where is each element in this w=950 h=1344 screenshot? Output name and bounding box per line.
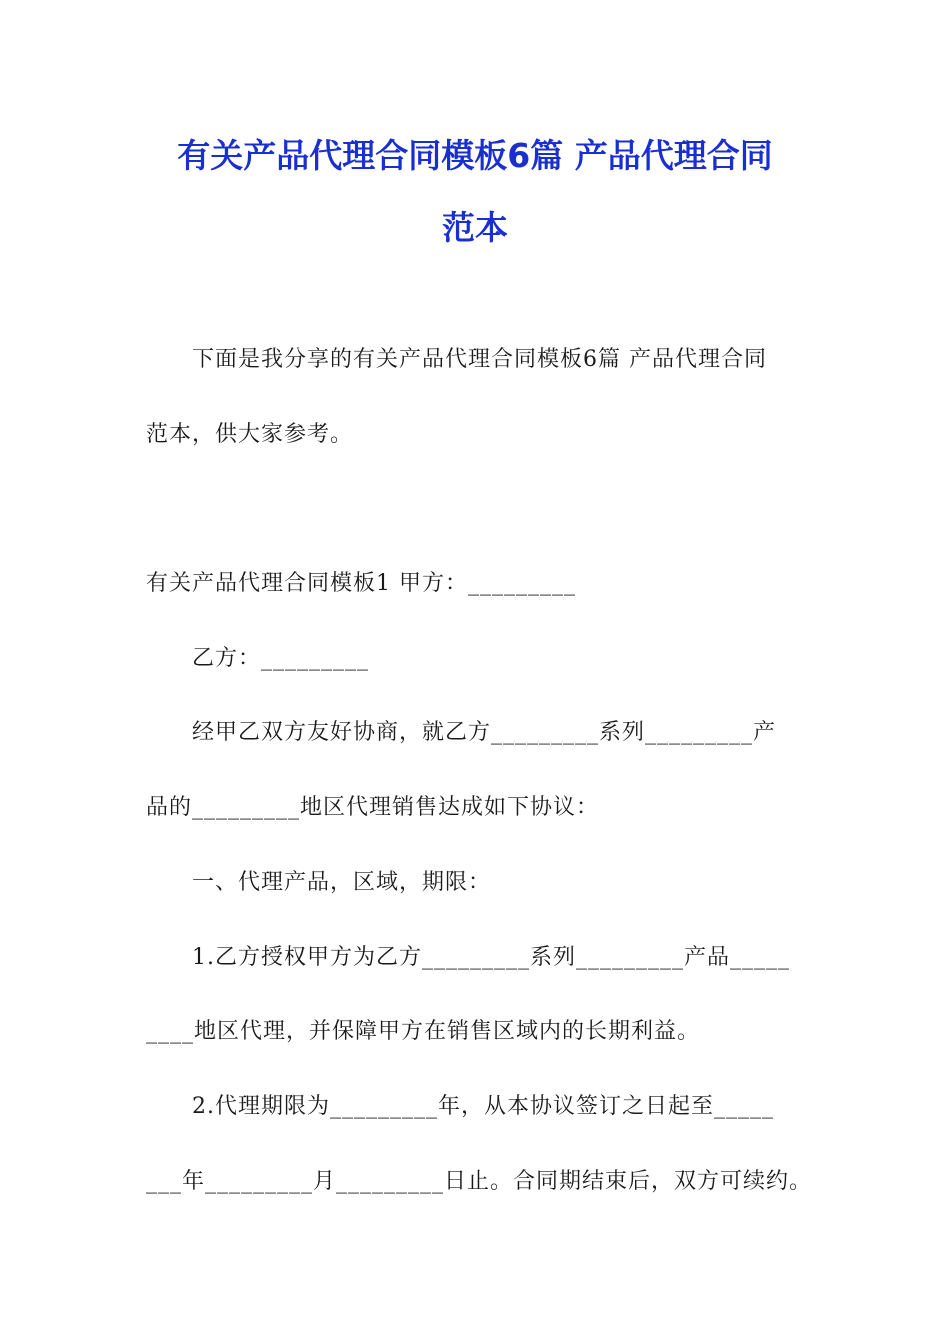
clause-2-line-2: ___年_________月_________日止。合同期结束后，双方可续约。 [146, 1169, 813, 1194]
party-b-line: 乙方：_________ [192, 646, 370, 671]
clause-1-line-2: ____地区代理，并保障甲方在销售区域内的长期利益。 [146, 1019, 701, 1044]
intro-paragraph-line-2: 范本，供大家参考。 [146, 422, 354, 447]
intro-paragraph-line-1: 下面是我分享的有关产品代理合同模板6篇 产品代理合同 [192, 347, 767, 372]
section-heading: 一、代理产品，区域，期限： [192, 870, 492, 895]
clause-2-line-1: 2.代理期限为_________年，从本协议签订之日起至_____ [192, 1094, 774, 1119]
agreement-paragraph-line-1: 经甲乙双方友好协商，就乙方_________系列_________产 [192, 720, 777, 745]
document-title-line-1: 有关产品代理合同模板6篇 产品代理合同 [177, 136, 773, 175]
contract-heading-party-a: 有关产品代理合同模板1 甲方：_________ [146, 571, 576, 596]
document-title-line-2: 范本 [442, 208, 508, 247]
agreement-paragraph-line-2: 品的_________地区代理销售达成如下协议： [146, 795, 600, 820]
clause-1-line-1: 1.乙方授权甲方为乙方_________系列_________产品_____ [192, 945, 790, 970]
